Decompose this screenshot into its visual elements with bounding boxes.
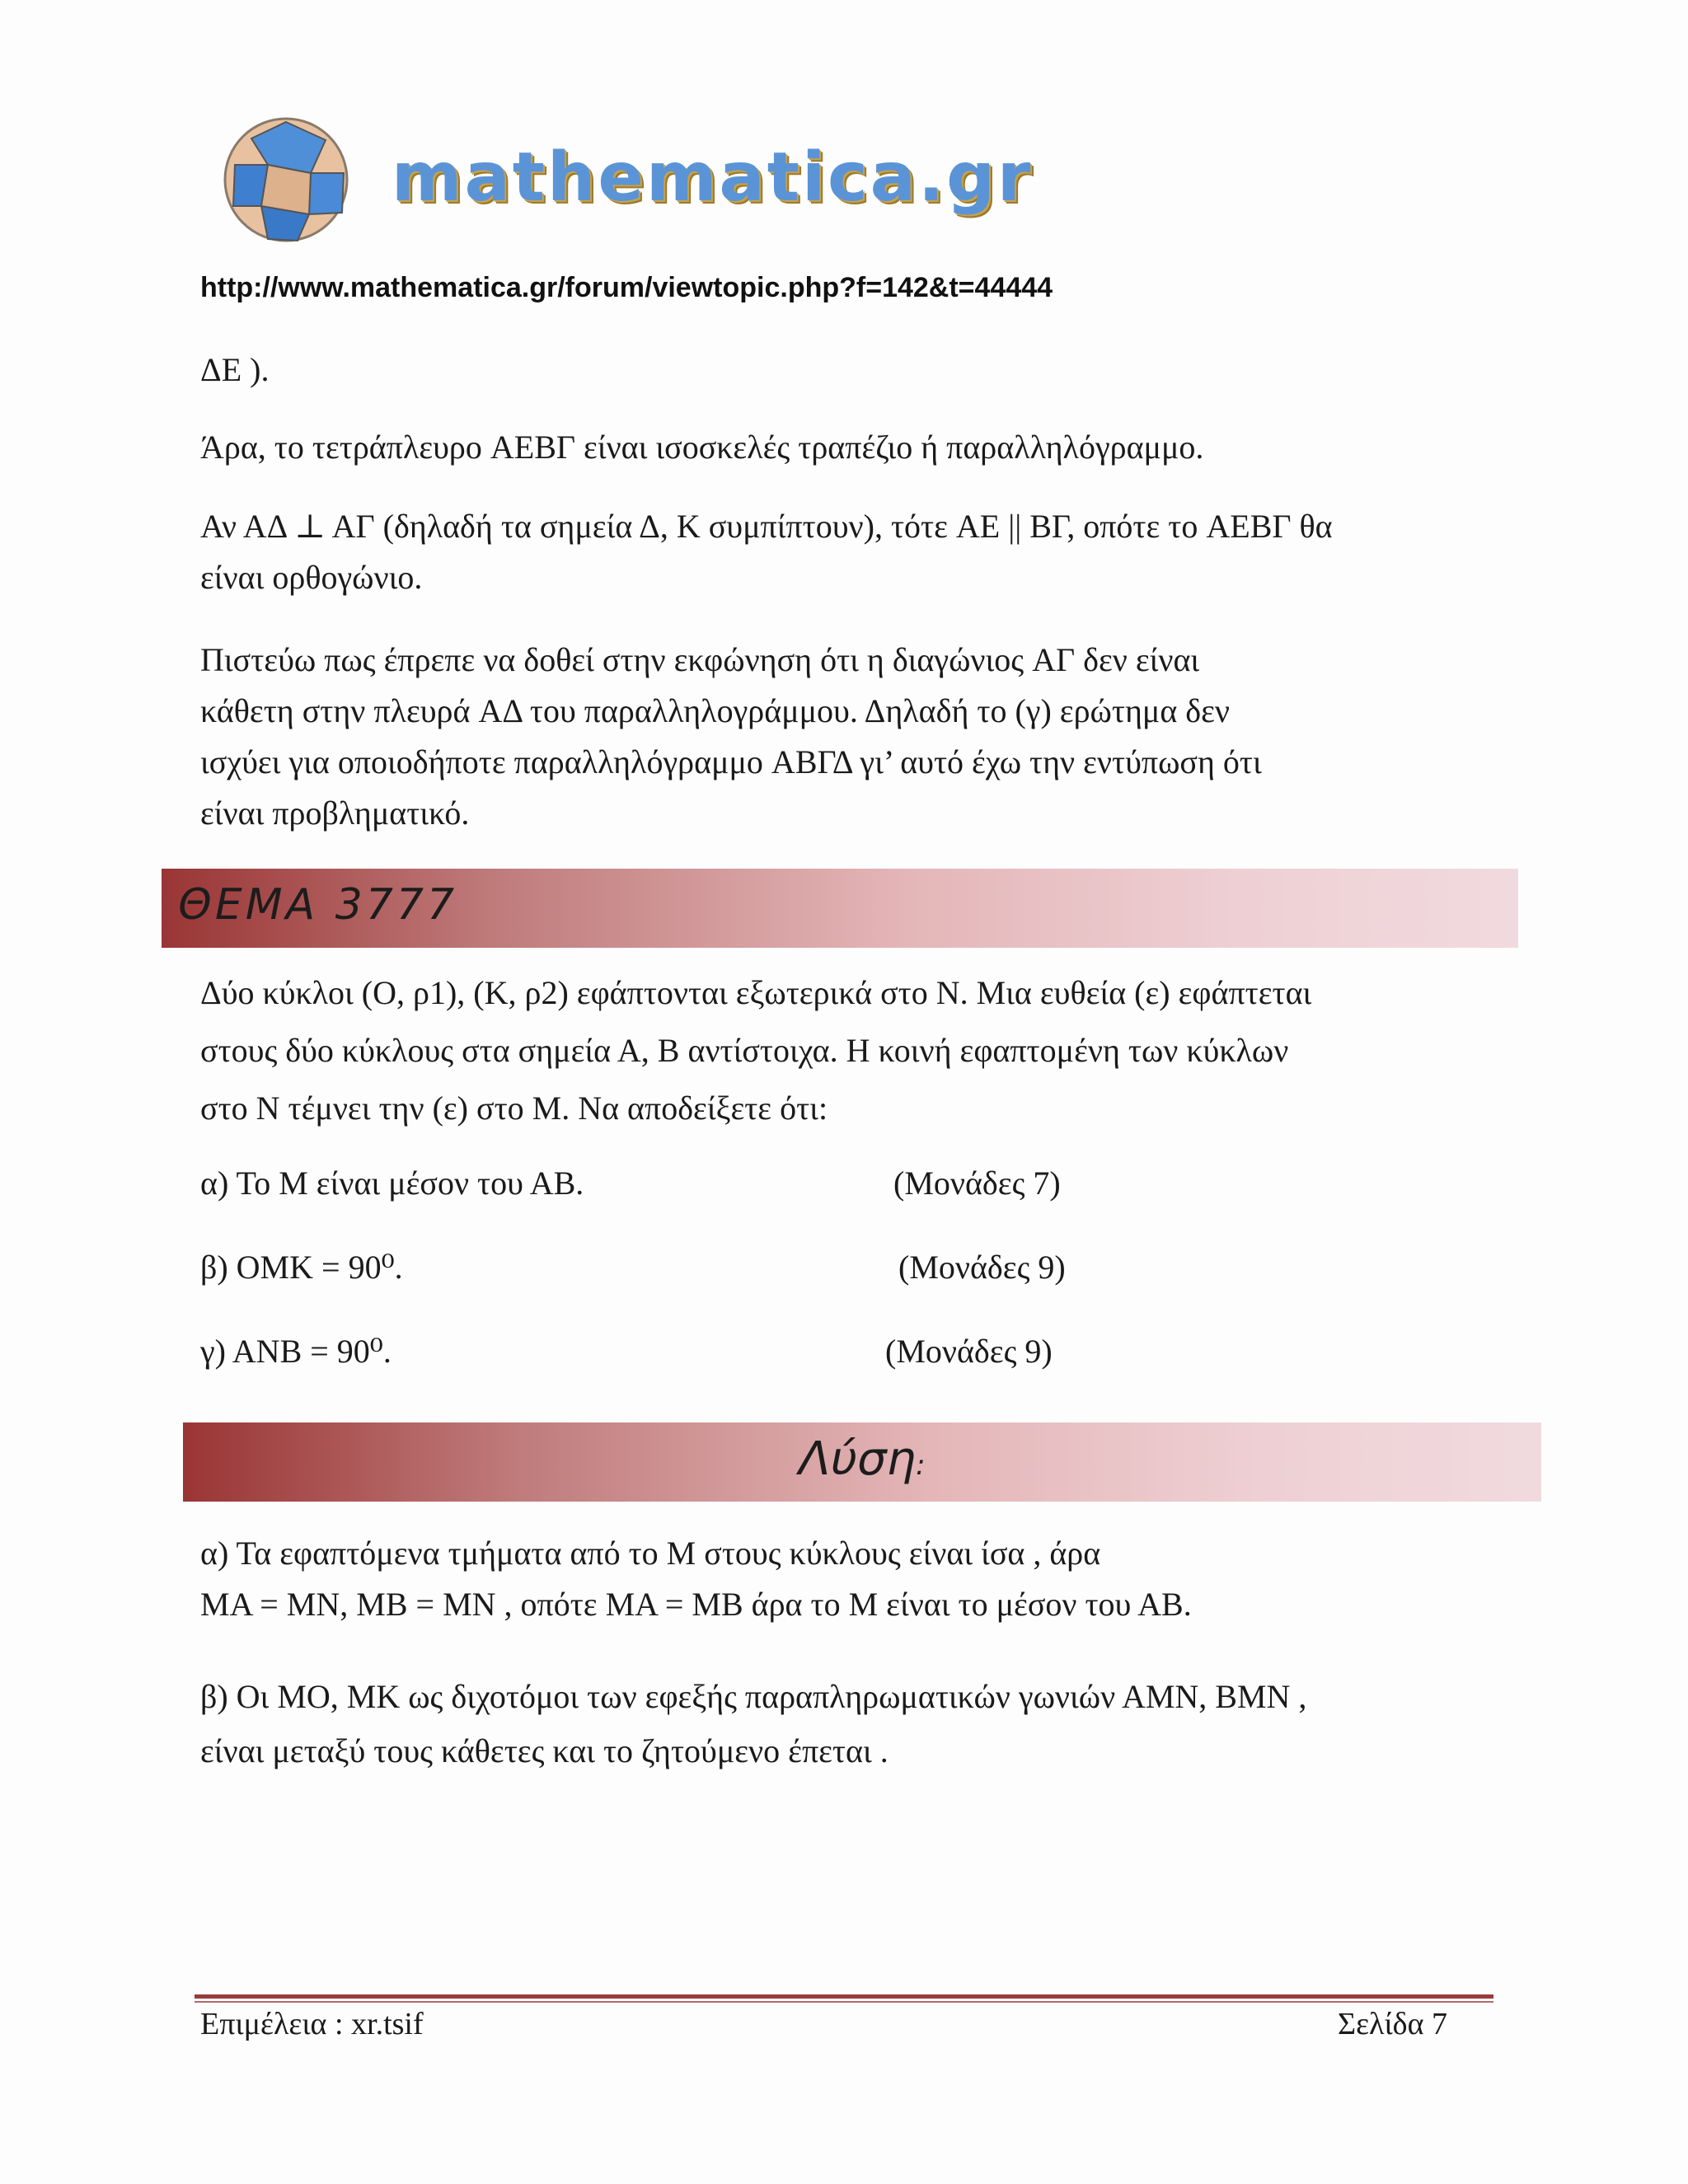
solution-part-a (200, 1528, 1503, 1630)
solution-line: α) Τα εφαπτόμενα τμήματα από το Μ στους κύκλους είναι ίσα , άρα (200, 1535, 1101, 1572)
solution-title-colon: : (916, 1449, 926, 1482)
solution-title (183, 1432, 1541, 1486)
continued-line: ισχύει για οποιοδήποτε παραλληλόγραμμο ABΓΔ γι’ αυτό έχω την εντύπωση ότι (200, 743, 1262, 780)
continued-line: Αν ΑΔ ⊥ ΑΓ (δηλαδή τα σημεία Δ, K συμπίπτουν), τότε AE || BΓ, οπότε το AEBΓ θα (200, 508, 1333, 545)
footer-divider (195, 1994, 1493, 1999)
question-text: α) Το Μ είναι μέσον του ΑΒ. (200, 1165, 584, 1202)
solution-banner (183, 1422, 1541, 1502)
statement-line: στους δύο κύκλους στα σημεία Α, Β αντίστοιχα. Η κοινή εφαπτομένη των κύκλων (200, 1032, 1289, 1069)
continued-line: ΔE ). (200, 351, 270, 388)
question-c (200, 1332, 1437, 1371)
source-url[interactable]: http://www.mathematica.gr/forum/viewtopic.php?f=142&t=44444 (200, 272, 1053, 303)
theme-title: ΘΕΜΑ 3777 (178, 880, 458, 930)
points-b: (Μονάδες 9) (898, 1249, 1066, 1286)
logo-text: mathematica.gr (392, 138, 1034, 217)
points-a: (Μονάδες 7) (893, 1165, 1061, 1202)
footer-page-number: Σελίδα 7 (1337, 2007, 1447, 2041)
solution-line: είναι μεταξύ τους κάθετες και το ζητούμενο έπεται . (200, 1732, 889, 1769)
question-text: γ) ΑΝΒ = 90⁰. (200, 1333, 392, 1370)
continued-text (200, 635, 1503, 839)
continued-line: Άρα, το τετράπλευρο AEBΓ είναι ισοσκελές τραπέζιο ή παραλληλόγραμμο. (200, 429, 1204, 466)
continued-text (200, 344, 1503, 396)
question-text: β) ΟΜΚ = 90⁰. (200, 1249, 403, 1286)
statement-line: Δύο κύκλοι (O, ρ1), (Κ, ρ2) εφάπτονται εξωτερικά στο Ν. Μια ευθεία (ε) εφάπτεται (200, 974, 1312, 1011)
footer-editor: Επιμέλεια : xr.tsif (200, 2007, 424, 2041)
statement-line: στο Ν τέμνει την (ε) στο Μ. Να αποδείξετε ότι: (200, 1090, 828, 1127)
continued-line: κάθετη στην πλευρά AΔ του παραλληλογράμμου. Δηλαδή το (γ) ερώτημα δεν (200, 692, 1231, 729)
solution-line: β) Οι ΜΟ, ΜΚ ως διχοτόμοι των εφεξής παραπληρωματικών γωνιών ΑΜΝ, ΒΜΝ , (200, 1678, 1307, 1715)
solution-line: ΜΑ = ΜΝ, ΜΒ = ΜΝ , οπότε ΜΑ = ΜΒ άρα το Μ είναι το μέσον του ΑΒ. (200, 1586, 1192, 1623)
points-c: (Μονάδες 9) (885, 1333, 1053, 1370)
footer-divider-thin (195, 2001, 1493, 2003)
theme-banner (162, 869, 1518, 948)
question-a (200, 1164, 1437, 1202)
site-logo (218, 115, 1043, 247)
solution-part-b (200, 1670, 1503, 1779)
continued-line: είναι προβληματικό. (200, 794, 470, 832)
continued-text (200, 422, 1503, 473)
question-b (200, 1248, 1437, 1286)
continued-line: είναι ορθογώνιο. (200, 559, 423, 596)
polyhedron-icon (218, 115, 359, 247)
problem-statement (200, 964, 1503, 1137)
continued-text (200, 501, 1503, 603)
continued-line: Πιστεύω πως έπρεπε να δοθεί στην εκφώνηση ότι η διαγώνιος AΓ δεν είναι (200, 641, 1200, 678)
solution-title-text: Λύση (799, 1432, 917, 1486)
